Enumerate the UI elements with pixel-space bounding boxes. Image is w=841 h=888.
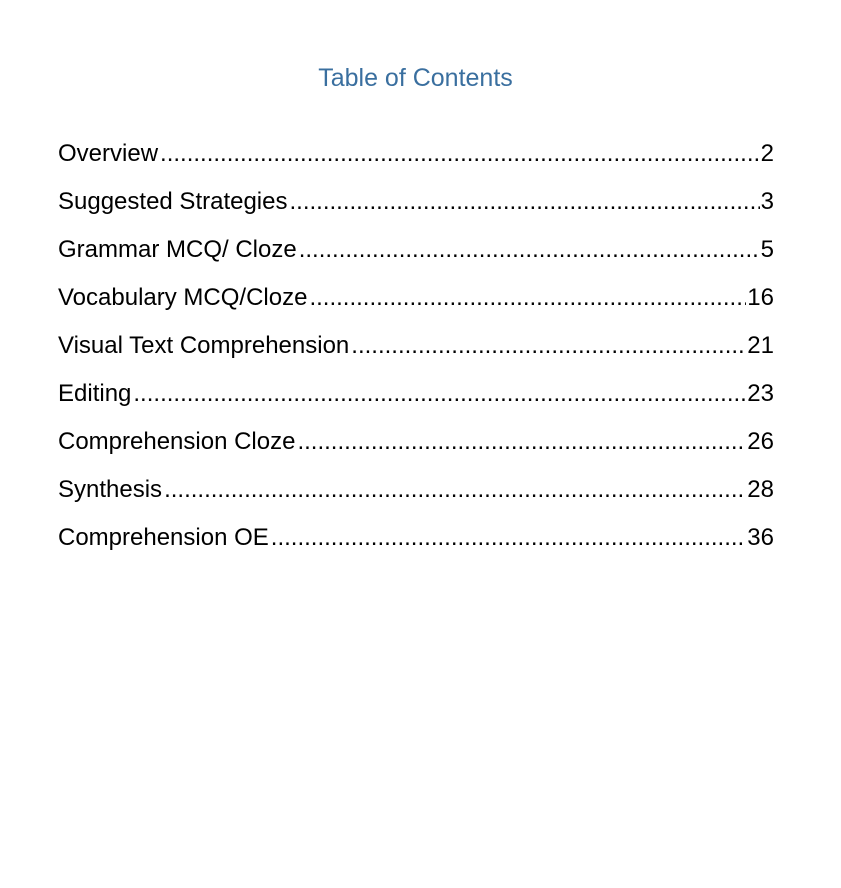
toc-entry-page-number: 3	[760, 188, 774, 215]
toc-list	[58, 136, 774, 568]
dot-leader	[164, 472, 746, 508]
dot-leader	[271, 520, 747, 556]
toc-entry-label: Synthesis	[58, 476, 163, 503]
dot-leader	[133, 376, 746, 412]
toc-entry[interactable]	[58, 520, 774, 568]
dot-leader	[309, 280, 746, 316]
dot-leader	[290, 184, 760, 220]
toc-entry[interactable]	[58, 184, 774, 232]
toc-title: Table of Contents	[318, 64, 513, 92]
toc-entry-page-number: 21	[747, 332, 774, 359]
toc-entry-label: Editing	[58, 380, 132, 407]
dot-leader	[299, 232, 760, 268]
toc-entry-label: Overview	[58, 140, 159, 167]
toc-entry-page-number: 28	[747, 476, 774, 503]
dot-leader	[160, 136, 760, 172]
toc-entry[interactable]	[58, 280, 774, 328]
dot-leader	[351, 328, 746, 364]
toc-entry[interactable]	[58, 472, 774, 520]
dot-leader	[297, 424, 746, 460]
toc-entry-label: Grammar MCQ/ Cloze	[58, 236, 297, 263]
toc-entry[interactable]	[58, 376, 774, 424]
toc-entry[interactable]	[58, 136, 774, 184]
toc-entry-label: Vocabulary MCQ/Cloze	[58, 284, 308, 311]
toc-entry-page-number: 23	[747, 380, 774, 407]
toc-entry-label: Suggested Strategies	[58, 188, 288, 215]
toc-entry-page-number: 16	[747, 284, 774, 311]
toc-entry[interactable]	[58, 424, 774, 472]
toc-entry-label: Visual Text Comprehension	[58, 332, 350, 359]
toc-entry-label: Comprehension Cloze	[58, 428, 296, 455]
toc-entry-page-number: 26	[747, 428, 774, 455]
toc-entry-page-number: 5	[760, 236, 774, 263]
toc-entry[interactable]	[58, 232, 774, 280]
toc-entry-label: Comprehension OE	[58, 524, 269, 551]
toc-entry-page-number: 2	[760, 140, 774, 167]
toc-entry[interactable]	[58, 328, 774, 376]
toc-entry-page-number: 36	[747, 524, 774, 551]
